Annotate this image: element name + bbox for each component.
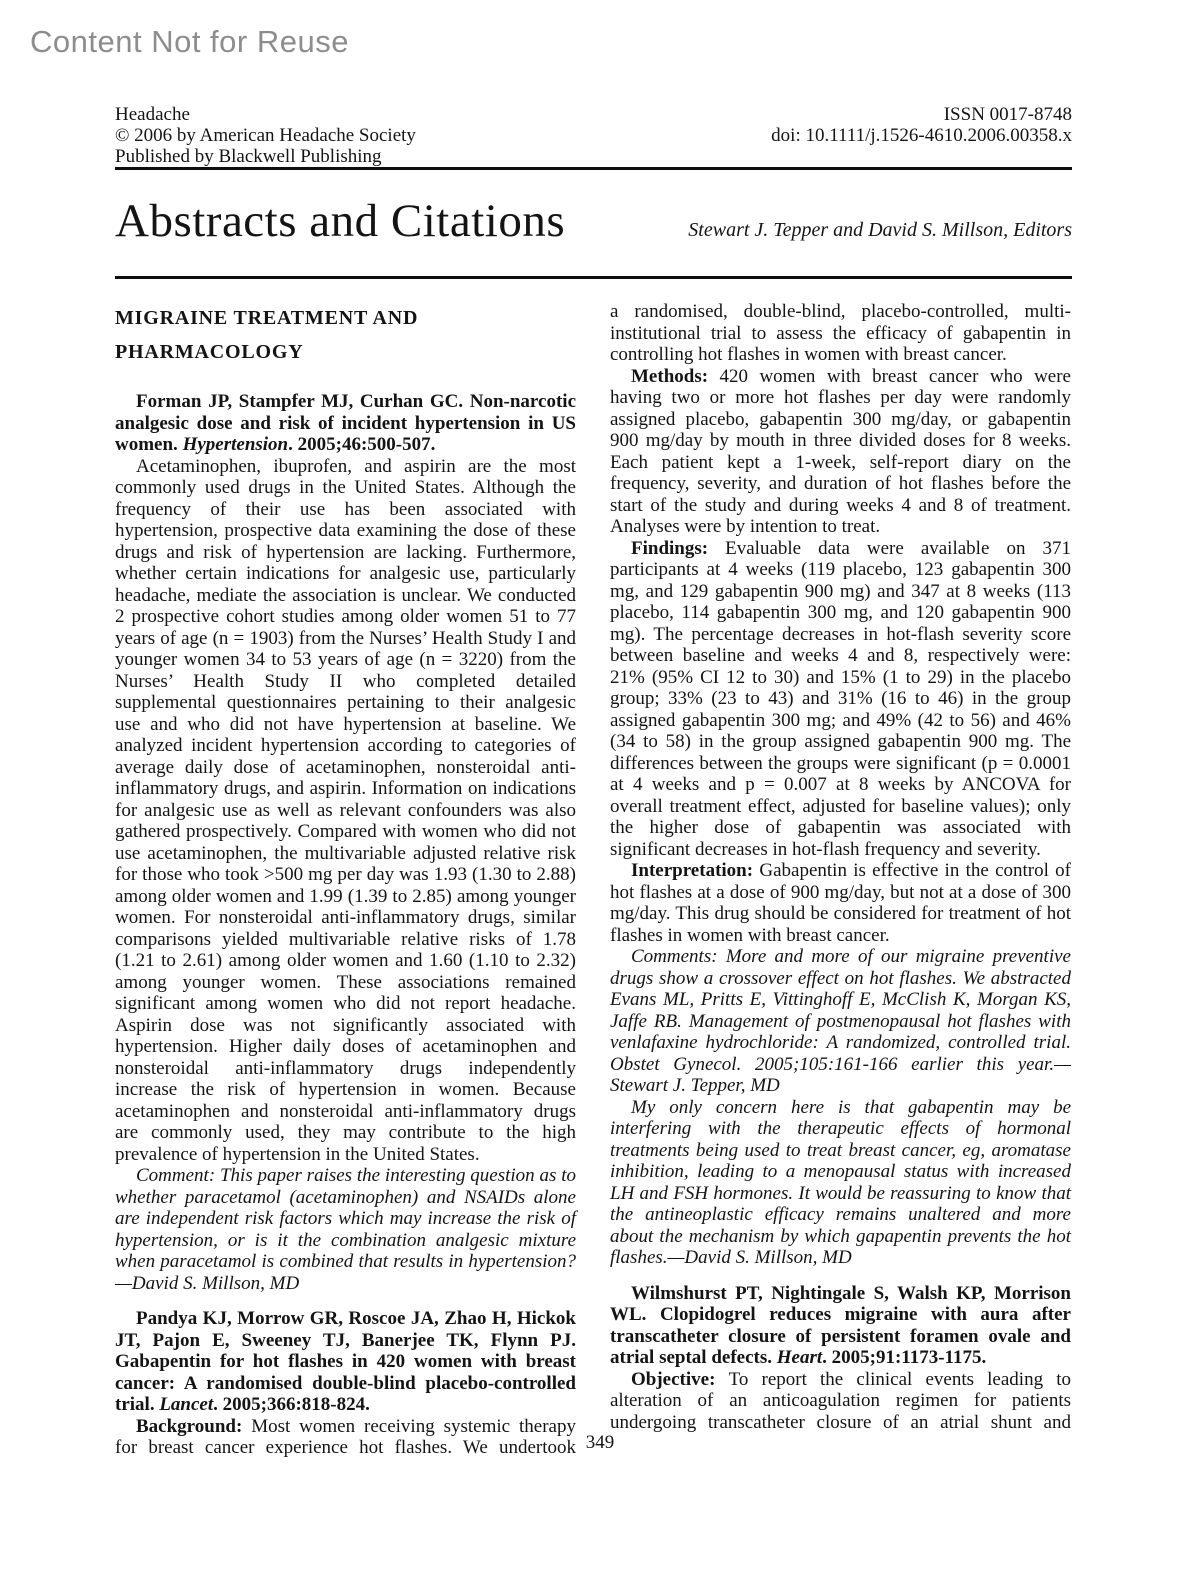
journal-name: Headache [115,104,190,125]
body-paragraph: Acetaminophen, ibuprofen, and aspirin are the most commonly used drugs in the United States. Although the frequency of their use has been associated with hypertension, prospective data examining the dose of these drugs and risk of hypertension are lacking. Furthermore, whether certain indications for analgesic use, particularly headache, mediate the association is unclear. We conducted 2 prospective cohort studies among older women 51 to 77 years of age (n = 1903) from the Nurses’ Health Study I and younger women 34 to 53 years of age (n = 3220) from the Nurses’ Health Study II who completed detailed supplemental questionnaires pertaining to their analgesic use and who did not have hypertension at baseline. We analyzed incident hypertension according to categories of average daily dose of acetaminophen, nonsteroidal anti-inflammatory drugs, and aspirin. Information on indications for analgesic use as well as relevant confounders was also gathered prospectively. Compared with women who did not use acetaminophen, the multivariable adjusted relative risk for those who took >500 mg per day was 1.93 (1.30 to 2.88) among older women and 1.99 (1.39 to 2.85) among younger women. For nonsteroidal anti-inflammatory drugs, similar comparisons yielded multivariable relative risks of 1.78 (1.21 to 2.61) among older women and 1.60 (1.10 to 2.32) among younger women. These associations remained significant among women who did not report headache. Aspirin dose was not significantly associated with hypertension. Higher daily doses of acetaminophen and nonsteroidal anti-inflammatory drugs independently increase the risk of hypertension in women. Because acetaminophen and nonsteroidal anti-inflammatory drugs are commonly used, they may contribute to the high prevalence of hypertension in the United States. [115,455,576,1165]
journal-header [115,104,1072,167]
body-paragraph: Background: Most women receiving systemic therapy for breast cancer experience hot flashes. We undertook [115,1415,576,1458]
body-paragraph: Objective: To report the clinical events leading to alteration of an anticoagulation regimen for patients undergoing transcatheter closure of an atrial shunt and [610,1368,1072,1433]
journal-page [115,104,1072,1459]
watermark: Content Not for Reuse [30,24,349,59]
journal-header-left [115,104,416,167]
body-paragraph: Methods: 420 women with breast cancer who were having two or more hot flashes per day were randomly assigned placebo, gabapentin 300 mg/day, or gabapentin 900 mg/day by mouth in three divided doses for 8 weeks. Each patient kept a 1-week, self-report diary on the frequency, severity, and duration of hot flashes before the start of the study and during weeks 4 and 8 of treatment. Analyses were by intention to treat. [610,365,1071,537]
page-number: 349 [585,1432,615,1453]
body-paragraph: Findings: Evaluable data were available on 371 participants at 4 weeks (119 placebo, 123 gabapentin 300 mg, and 129 gabapentin 900 mg) and 347 at 8 weeks (113 placebo, 114 gabapentin 300 mg, and 120 gabapentin 900 mg). The percentage decreases in hot-flash severity score between baseline and weeks 4 and 8, respectively were: 21% (95% CI 12 to 30) and 15% (1 to 29) in the placebo group; 33% (23 to 43) and 31% (16 to 46) in the group assigned gabapentin 300 mg; and 49% (42 to 56) and 46% (34 to 58) in the group assigned gabapentin 900 mg. The differences between the groups were significant (p = 0.0001 at 4 weeks and p = 0.007 at 8 weeks by ANCOVA for overall treatment effect, adjusted for baseline values); only the higher dose of gabapentin was associated with significant decreases in hot-flash frequency and severity. [610,537,1071,860]
citation-paragraph: Pandya KJ, Morrow GR, Roscoe JA, Zhao H, Hickok JT, Pajon E, Sweeney TJ, Banerjee TK, Flynn PJ. Gabapentin for hot flashes in 420 women with breast cancer: A randomised double-blind placebo-controlled trial. Lancet. 2005;366:818-824. [115,1308,576,1415]
publisher-line: Published by Blackwell Publishing [115,146,382,167]
article-body [115,301,1072,1459]
column-right [610,301,1071,1459]
body-paragraph: a randomised, double-blind, placebo-controlled, multi-institutional trial to assess the efficacy of gabapentin in controlling hot flashes in women with breast cancer. [610,301,1071,365]
column-left [115,301,576,1459]
journal-header-right [771,104,1072,167]
editors-line: Stewart J. Tepper and David S. Millson, Editors [688,219,1072,241]
masthead [115,170,1072,276]
comment-paragraph: My only concern here is that gabapentin may be interfering with the therapeutic effects of hormonal treatments being used to treat breast cancer, eg, aromatase inhibition, leading to a menopausal status with increased LH and FSH hormones. It would be reassuring to know that the antineoplastic efficacy remains unaltered and more about the mechanism by which gapapentin prevents the hot flashes.—David S. Millson, MD [610,1096,1071,1268]
citation-paragraph: Wilmshurst PT, Nightingale S, Walsh KP, Morrison WL. Clopidogrel reduces migraine with aura after transcatheter closure of persistent foramen ovale and atrial septal defects. Heart. 2005;91:1173-1175. [610,1282,1071,1368]
comment-paragraph: Comments: More and more of our migraine preventive drugs show a crossover effect on hot flashes. We abstracted Evans ML, Pritts E, Vittinghoff E, McClish K, Morgan KS, Jaffe RB. Management of postmenopausal hot flashes with venlafaxine hydrochloride: A randomized, controlled trial. Obstet Gynecol. 2005;105:161-166 earlier this year.—Stewart J. Tepper, MD [610,946,1071,1096]
comment-paragraph: Comment: This paper raises the interesting question as to whether paracetamol (acetaminophen) and NSAIDs alone are independent risk factors which may increase the risk of hypertension, or is it the combination analgesic mixture when paracetamol is combined that results in hypertension?—David S. Millson, MD [115,1165,576,1294]
masthead-rule [115,276,1072,279]
body-paragraph: Interpretation: Gabapentin is effective in the control of hot flashes at a dose of 900 mg/day, but not at a dose of 300 mg/day. This drug should be considered for treatment of hot flashes in women with breast cancer. [610,860,1071,946]
issn-line: ISSN 0017-8748 [943,104,1072,125]
page-title: Abstracts and Citations [115,195,566,247]
copyright-line: © 2006 by American Headache Society [115,125,416,146]
citation-paragraph: Forman JP, Stampfer MJ, Curhan GC. Non-narcotic analgesic dose and risk of incident hypertension in US women. Hypertension. 2005;46:500-507. [115,391,576,455]
section-heading: MIGRAINE TREATMENT AND PHARMACOLOGY [115,307,419,363]
doi-line: doi: 10.1111/j.1526-4610.2006.00358.x [771,125,1072,146]
